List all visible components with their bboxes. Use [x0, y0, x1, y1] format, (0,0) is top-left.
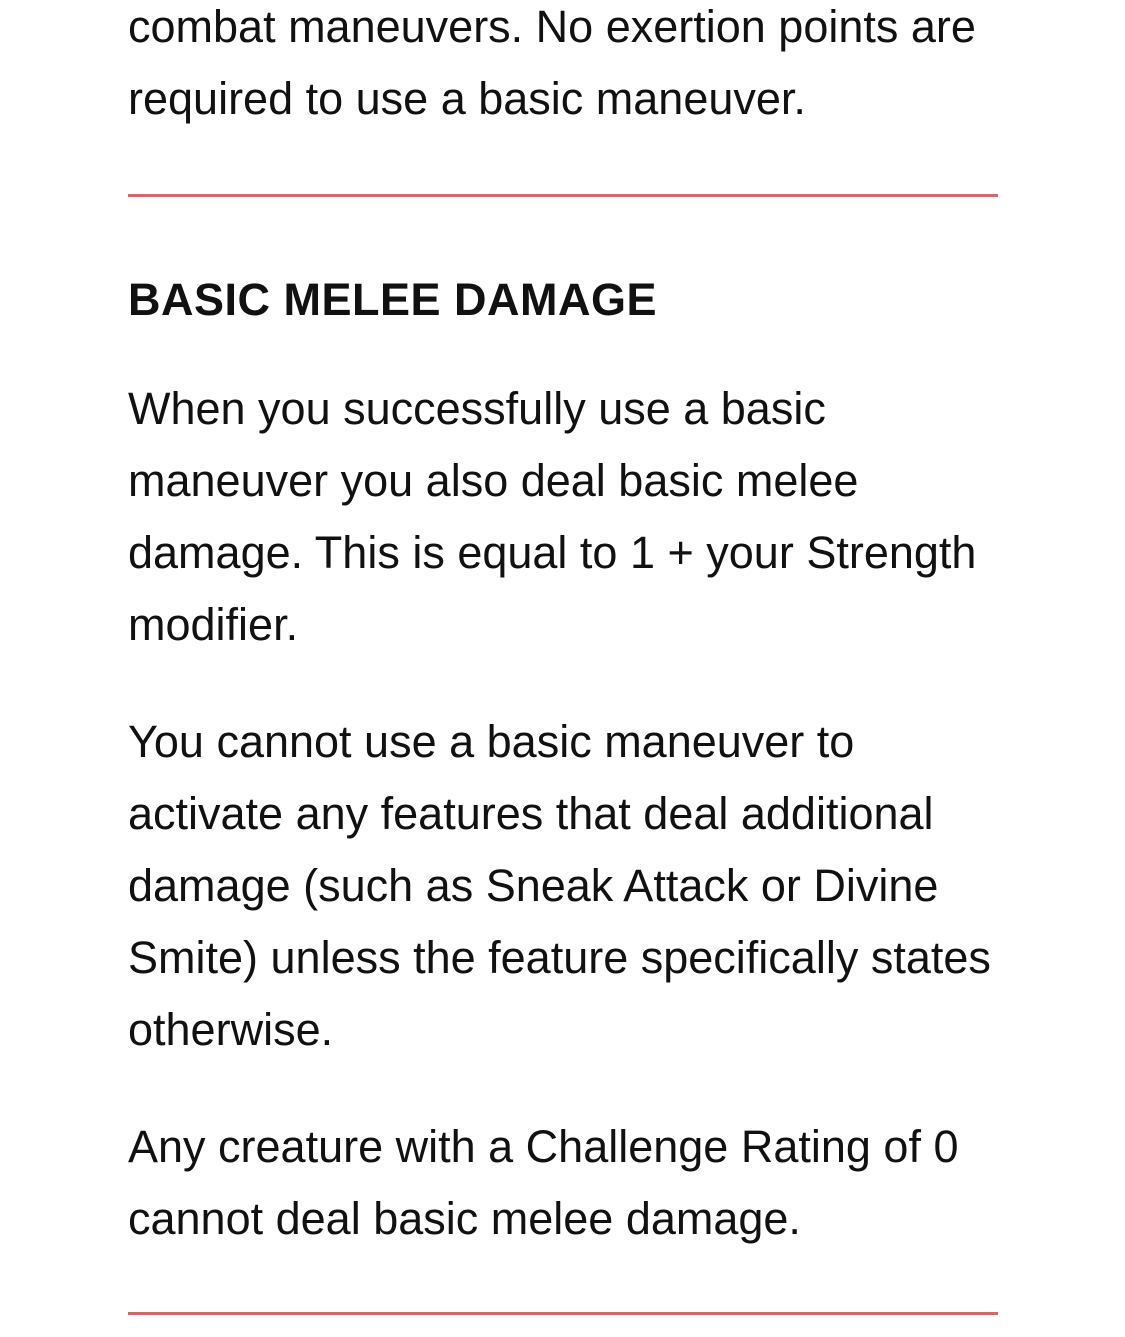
section-divider-bottom — [128, 1312, 998, 1315]
intro-paragraph-tail: combat maneuvers. No exertion points are required to use a basic maneuver. — [128, 1, 976, 124]
body-paragraph-1: When you successfully use a basic maneuver you also deal basic melee damage. This is equal to 1 + your Strength modifier. — [128, 383, 977, 650]
body-paragraph-2: You cannot use a basic maneuver to activate any features that deal additional damage (such as Sneak Attack or Divine Smite) unless the feature specifically states otherwise. — [128, 716, 991, 1055]
section-divider-top — [128, 194, 998, 197]
section-heading: BASIC MELEE DAMAGE — [128, 274, 658, 325]
body-paragraph-3: Any creature with a Challenge Rating of 0 cannot deal basic melee damage. — [128, 1121, 959, 1244]
